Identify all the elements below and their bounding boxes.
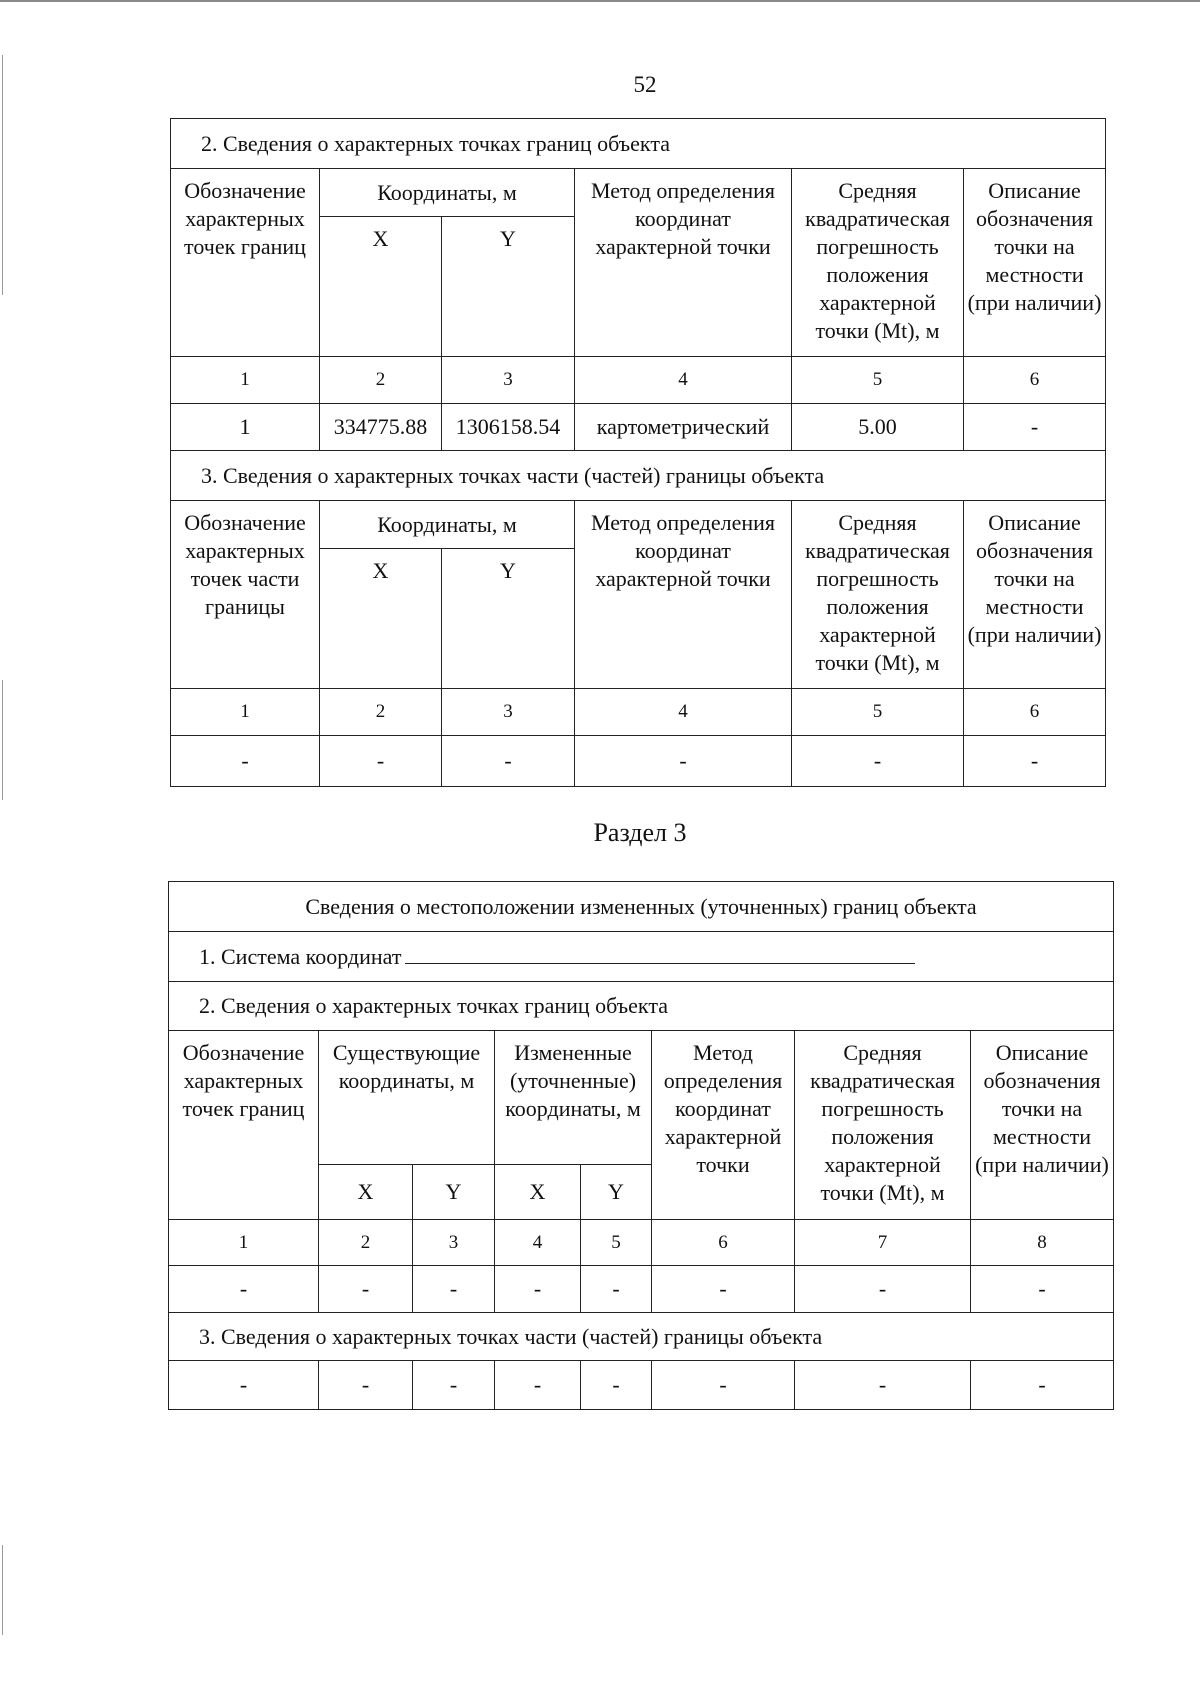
column-number: 1: [171, 357, 320, 404]
header-changed-coordinates: Измененные (уточненные) координаты, м: [495, 1031, 652, 1165]
empty-cell: -: [169, 1361, 319, 1410]
empty-cell: -: [652, 1266, 795, 1313]
header-error: Средняя квадратическая погрешность положения характерной точки (Mt), м: [792, 501, 964, 689]
y-coordinate-cell: 1306158.54: [442, 404, 575, 451]
header-x: X: [320, 549, 442, 689]
header-error: Средняя квадратическая погрешность положения характерной точки (Mt), м: [792, 169, 964, 357]
column-number: 4: [495, 1220, 581, 1266]
empty-cell: -: [795, 1361, 971, 1410]
table-2-title: Сведения о местоположении измененных (уточненных) границ объекта: [169, 882, 1114, 932]
column-number: 3: [442, 357, 575, 404]
column-number: 5: [581, 1220, 652, 1266]
section-2-title: 2. Сведения о характерных точках границ объекта: [169, 982, 1114, 1031]
section-2-title: 2. Сведения о характерных точках границ объекта: [171, 119, 1106, 169]
column-number: 5: [792, 689, 964, 736]
header-method: Метод определения координат характерной точки: [575, 501, 792, 689]
column-number: 4: [575, 689, 792, 736]
empty-cell: -: [581, 1361, 652, 1410]
description-cell: -: [964, 404, 1106, 451]
empty-cell: -: [971, 1361, 1114, 1410]
coordinate-system-blank: [405, 943, 915, 964]
column-number: 3: [442, 689, 575, 736]
empty-cell: -: [413, 1266, 495, 1313]
empty-cell: -: [319, 1361, 413, 1410]
header-coordinates: Координаты, м: [320, 501, 575, 549]
column-number: 2: [320, 357, 442, 404]
section-3-title: 3. Сведения о характерных точках части (частей) границы объекта: [171, 451, 1106, 501]
column-number: 1: [169, 1220, 319, 1266]
header-designation: Обозначение характерных точек границ: [171, 169, 320, 357]
header-designation: Обозначение характерных точек границ: [169, 1031, 319, 1220]
column-number: 6: [964, 689, 1106, 736]
header-designation-part: Обозначение характерных точек части границы: [171, 501, 320, 689]
header-y: Y: [442, 549, 575, 689]
error-cell: 5.00: [792, 404, 964, 451]
empty-cell: -: [320, 736, 442, 787]
scan-top-edge: [0, 0, 1200, 2]
column-number: 5: [792, 357, 964, 404]
method-cell: картометрический: [575, 404, 792, 451]
empty-cell: -: [171, 736, 320, 787]
empty-cell: -: [442, 736, 575, 787]
header-description: Описание обозначения точки на местности (при наличии): [964, 501, 1106, 689]
header-existing-coordinates: Существующие координаты, м: [319, 1031, 495, 1165]
column-number: 4: [575, 357, 792, 404]
header-method: Метод определения координат характерной точки: [575, 169, 792, 357]
header-existing-x: X: [319, 1165, 413, 1220]
scan-left-edge-mark: [2, 1545, 3, 1635]
coordinate-system-row: [169, 932, 1114, 982]
changed-boundaries-table: [168, 881, 1114, 1410]
header-description: Описание обозначения точки на местности (при наличии): [964, 169, 1106, 357]
section-3-title: 3. Сведения о характерных точках части (частей) границы объекта: [169, 1313, 1114, 1361]
scan-left-edge-mark: [2, 680, 3, 800]
column-number: 6: [964, 357, 1106, 404]
column-number: 7: [795, 1220, 971, 1266]
column-number: 1: [171, 689, 320, 736]
empty-cell: -: [495, 1266, 581, 1313]
column-number: 8: [971, 1220, 1114, 1266]
header-description: Описание обозначения точки на местности (при наличии): [971, 1031, 1114, 1220]
column-number: 2: [319, 1220, 413, 1266]
header-method: Метод определения координат характерной точки: [652, 1031, 795, 1220]
empty-cell: -: [319, 1266, 413, 1313]
empty-cell: -: [413, 1361, 495, 1410]
empty-cell: -: [795, 1266, 971, 1313]
point-designation-cell: 1: [171, 404, 320, 451]
empty-cell: -: [575, 736, 792, 787]
header-changed-y: Y: [581, 1165, 652, 1220]
empty-cell: -: [971, 1266, 1114, 1313]
empty-cell: -: [581, 1266, 652, 1313]
header-x: X: [320, 217, 442, 357]
x-coordinate-cell: 334775.88: [320, 404, 442, 451]
header-coordinates: Координаты, м: [320, 169, 575, 217]
empty-cell: -: [652, 1361, 795, 1410]
coordinate-system-label: 1. Система координат: [199, 943, 402, 969]
empty-cell: -: [792, 736, 964, 787]
column-number: 6: [652, 1220, 795, 1266]
empty-cell: -: [964, 736, 1106, 787]
header-changed-x: X: [495, 1165, 581, 1220]
empty-cell: -: [495, 1361, 581, 1410]
column-number: 2: [320, 689, 442, 736]
header-error: Средняя квадратическая погрешность положения характерной точки (Mt), м: [795, 1031, 971, 1220]
column-number: 3: [413, 1220, 495, 1266]
page-number: 52: [633, 72, 657, 97]
section-heading: Раздел 3: [593, 818, 687, 847]
empty-cell: -: [169, 1266, 319, 1313]
header-existing-y: Y: [413, 1165, 495, 1220]
boundary-points-table: [170, 118, 1106, 787]
header-y: Y: [442, 217, 575, 357]
